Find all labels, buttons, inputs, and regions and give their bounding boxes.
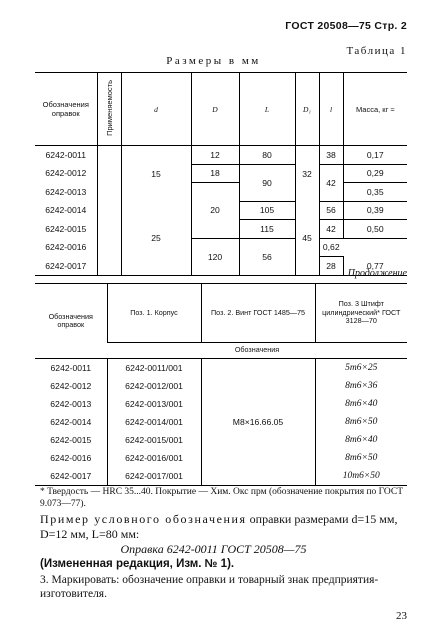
col-header-pos2: Поз. 2. Винт ГОСТ 1485—75 <box>201 284 315 343</box>
col-header-D1: D₁ <box>295 73 319 146</box>
table-row: 6242-0014 25 105 45 56 0,39 <box>35 201 407 220</box>
table-row: 6242-0015 6242-0015/001 8m6×40 <box>35 431 407 449</box>
table-row: 6242-0016 6242-0016/001 8m6×50 <box>35 449 407 467</box>
dimensions-table <box>35 72 407 276</box>
col-header-l: l <box>319 73 343 146</box>
page-header: ГОСТ 20508—75 Стр. 2 <box>285 20 407 32</box>
screw-designation: М8×16.66.05 <box>201 359 315 486</box>
example-designation: Оправка 6242-0011 ГОСТ 20508—75 <box>120 542 307 556</box>
table-row: 6242-0011 15 12 80 32 38 0,17 <box>35 146 407 165</box>
page-number: 23 <box>396 610 407 622</box>
table-row: 6242-0012 6242-0012/001 8m6×36 <box>35 377 407 395</box>
table-row: 6242-0015 115 42 0,50 <box>35 220 407 239</box>
table-row: 6242-0014 6242-0014/001 8m6×50 <box>35 413 407 431</box>
components-table <box>35 283 407 486</box>
table-row: 6242-0017 28 0,77 <box>35 257 407 276</box>
table-number: Таблица 1 <box>346 45 407 57</box>
col-header-d: d <box>121 73 191 146</box>
footnote: * Твердость — HRC 35...40. Покрытие — Хим. Окс прм (обозначение покрытия по ГОСТ 9.073—77). <box>40 487 404 509</box>
col-header-name: Обозначения оправок <box>35 284 107 359</box>
col-header-applicability: Применяемость <box>97 73 121 146</box>
table-caption: Размеры в мм <box>166 55 261 67</box>
col-header-L: L <box>239 73 295 146</box>
col-header-designations: Обозначения <box>107 343 407 359</box>
col-header-name: Обозначения оправок <box>35 73 97 146</box>
table-row: 6242-0013 6242-0013/001 8m6×40 <box>35 395 407 413</box>
col-header-D: D <box>191 73 239 146</box>
edition-note: (Измененная редакция, Изм. № 1). <box>40 558 235 570</box>
table-row: 6242-0013 20 0,35 <box>35 183 407 202</box>
table-row: 6242-0016 120 56 0,62 <box>35 238 407 257</box>
continuation-label: Продолжение <box>347 268 407 279</box>
col-header-mass: Масса, кг ≈ <box>343 73 407 146</box>
marking-paragraph: 3. Маркировать: обозначение оправки и товарный знак предприятия-изготовителя. <box>40 574 379 600</box>
table-row: 6242-0017 6242-0017/001 10m6×50 <box>35 467 407 486</box>
table-row: 6242-0011 6242-0011/001 М8×16.66.05 5m6×25 <box>35 359 407 378</box>
example-paragraph: Пример условного обозначения оправки размерами d=15 мм, D=12 мм, L=80 мм: <box>40 512 398 541</box>
col-header-pos3: Поз. 3 Штифт цилиндрический* ГОСТ 3128—70 <box>315 284 407 343</box>
table-row: 6242-0012 18 90 42 0,29 <box>35 164 407 183</box>
col-header-pos1: Поз. 1. Корпус <box>107 284 201 343</box>
